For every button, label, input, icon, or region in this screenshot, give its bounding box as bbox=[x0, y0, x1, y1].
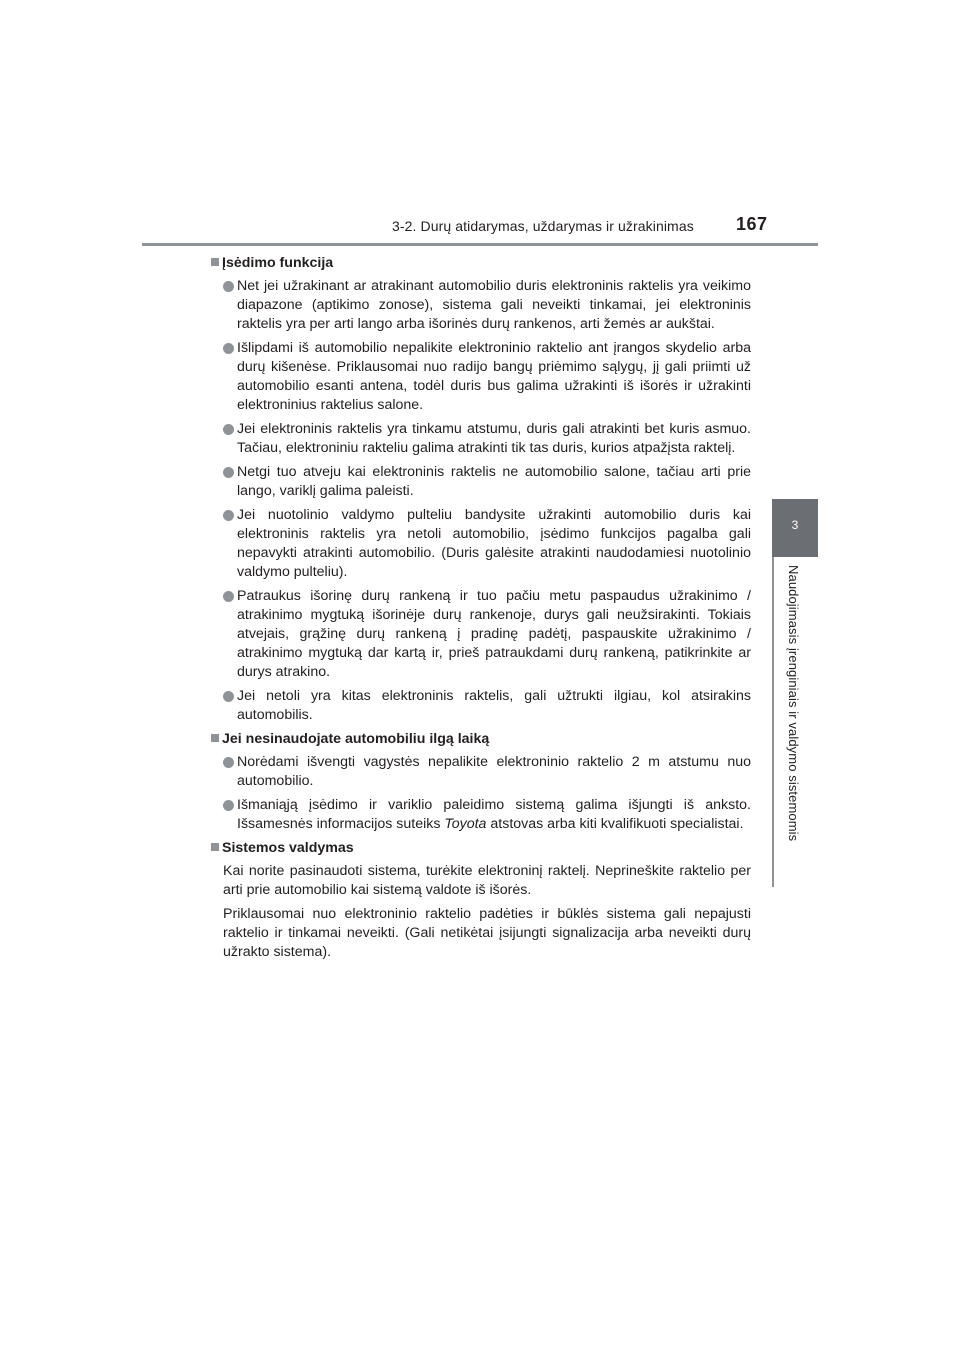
circle-bullet-icon bbox=[223, 510, 234, 521]
list-item: Norėdami išvengti vagystės nepalikite elektroninio raktelio 2 m atstumu nuo automobilio. bbox=[211, 753, 751, 791]
section-system-operation bbox=[211, 839, 751, 962]
page-content bbox=[211, 254, 751, 967]
list-item: Netgi tuo atveju kai elektroninis raktelis ne automobilio salone, tačiau arti prie lango, variklį galima paleisti. bbox=[211, 463, 751, 501]
circle-bullet-icon bbox=[223, 757, 234, 768]
chapter-title: Naudojimasis įrenginiais ir valdymo sistemomis bbox=[786, 565, 801, 842]
list-item: Jei nuotolinio valdymo pulteliu bandysite užrakinti automobilio duris kai elektroninis raktelis yra netoli automobilio, įsėdimo funkcijos pagalba gali nepavykti atrakinti automobilio. (Duris galėsite atrakinti naudodamiesi nuotolinio valdymo pulteliu). bbox=[211, 506, 751, 582]
list-item: Patraukus išorinę durų rankeną ir tuo pačiu metu paspaudus užrakinimo / atrakinimo mygtuką išorinėje durų rankenoje, durys gali neužsirakinti. Tokiais atvejais, grąžinę durų rankeną į pradinę padėtį, paspauskite užrakinimo / atrakinimo mygtuką dar kartą ir, prieš patraukdami durų rankeną, patikrinkite ar durys atrakino. bbox=[211, 587, 751, 682]
section-heading bbox=[211, 730, 751, 749]
list-item: Jei netoli yra kitas elektroninis raktelis, gali užtrukti ilgiau, kol atsirakins automobilis. bbox=[211, 687, 751, 725]
list-item: Išlipdami iš automobilio nepalikite elektroninio raktelio ant įrangos skydelio arba durų kišenėse. Priklausomai nuo radijo bangų priėmimo sąlygų, jį gali priimti už automobilio esanti antena, todėl duris bus galima užrakinti iš išorės ir užrakinti elektroninius raktelius salone. bbox=[211, 339, 751, 415]
circle-bullet-icon bbox=[223, 467, 234, 478]
header-divider bbox=[142, 243, 818, 246]
section-heading-text: Jei nesinaudojate automobiliu ilgą laiką bbox=[222, 731, 490, 747]
circle-bullet-icon bbox=[223, 591, 234, 602]
section-heading bbox=[211, 839, 751, 858]
circle-bullet-icon bbox=[223, 424, 234, 435]
paragraph: Priklausomai nuo elektroninio raktelio padėties ir būklės sistema gali nepajusti raktelio ir tinkamai neveikti. (Gali netikėtai įsijungti signalizacija arba neveikti durų užrakto sistema). bbox=[223, 906, 751, 960]
section-title: 3-2. Durų atidarymas, uždarymas ir užrakinimas bbox=[392, 218, 694, 234]
circle-bullet-icon bbox=[223, 281, 234, 292]
chapter-tab bbox=[772, 499, 818, 557]
circle-bullet-icon bbox=[223, 800, 234, 811]
section-entry-function bbox=[211, 254, 751, 725]
brand-name: Toyota bbox=[444, 816, 487, 832]
paragraph: Kai norite pasinaudoti sistema, turėkite elektroninį raktelį. Neprineškite raktelio per arti prie automobilio kai sistemą valdote iš išorės. bbox=[223, 863, 751, 898]
section-heading bbox=[211, 254, 751, 273]
page-number: 167 bbox=[736, 214, 768, 234]
circle-bullet-icon bbox=[223, 343, 234, 354]
section-heading-text: Įsėdimo funkcija bbox=[222, 255, 334, 271]
chapter-number: 3 bbox=[791, 518, 799, 532]
square-bullet-icon bbox=[211, 843, 219, 851]
list-item: Išmaniąją įsėdimo ir variklio paleidimo sistemą galima išjungti iš anksto. Išsamesnės informacijos suteiks Toyota atstovas arba kiti kvalifikuoti specialistai. bbox=[211, 796, 751, 834]
section-heading-text: Sistemos valdymas bbox=[222, 840, 354, 856]
square-bullet-icon bbox=[211, 734, 219, 742]
list-item: Net jei užrakinant ar atrakinant automobilio duris elektroninis raktelis yra veikimo diapazone (aptikimo zonose), sistema gali neveikti tinkamai, jei elektroninis raktelis yra per arti lango arba išorinės durų rankenos, arti žemės ar aukštai. bbox=[211, 277, 751, 334]
list-item: Jei elektroninis raktelis yra tinkamu atstumu, duris gali atrakinti bet kuris asmuo. Tačiau, elektroniniu rakteliu galima atrakinti tik tas duris, kurios atpažįsta raktelį. bbox=[211, 420, 751, 458]
circle-bullet-icon bbox=[223, 691, 234, 702]
square-bullet-icon bbox=[211, 258, 219, 266]
section-long-term-storage bbox=[211, 730, 751, 834]
side-divider bbox=[772, 557, 774, 887]
